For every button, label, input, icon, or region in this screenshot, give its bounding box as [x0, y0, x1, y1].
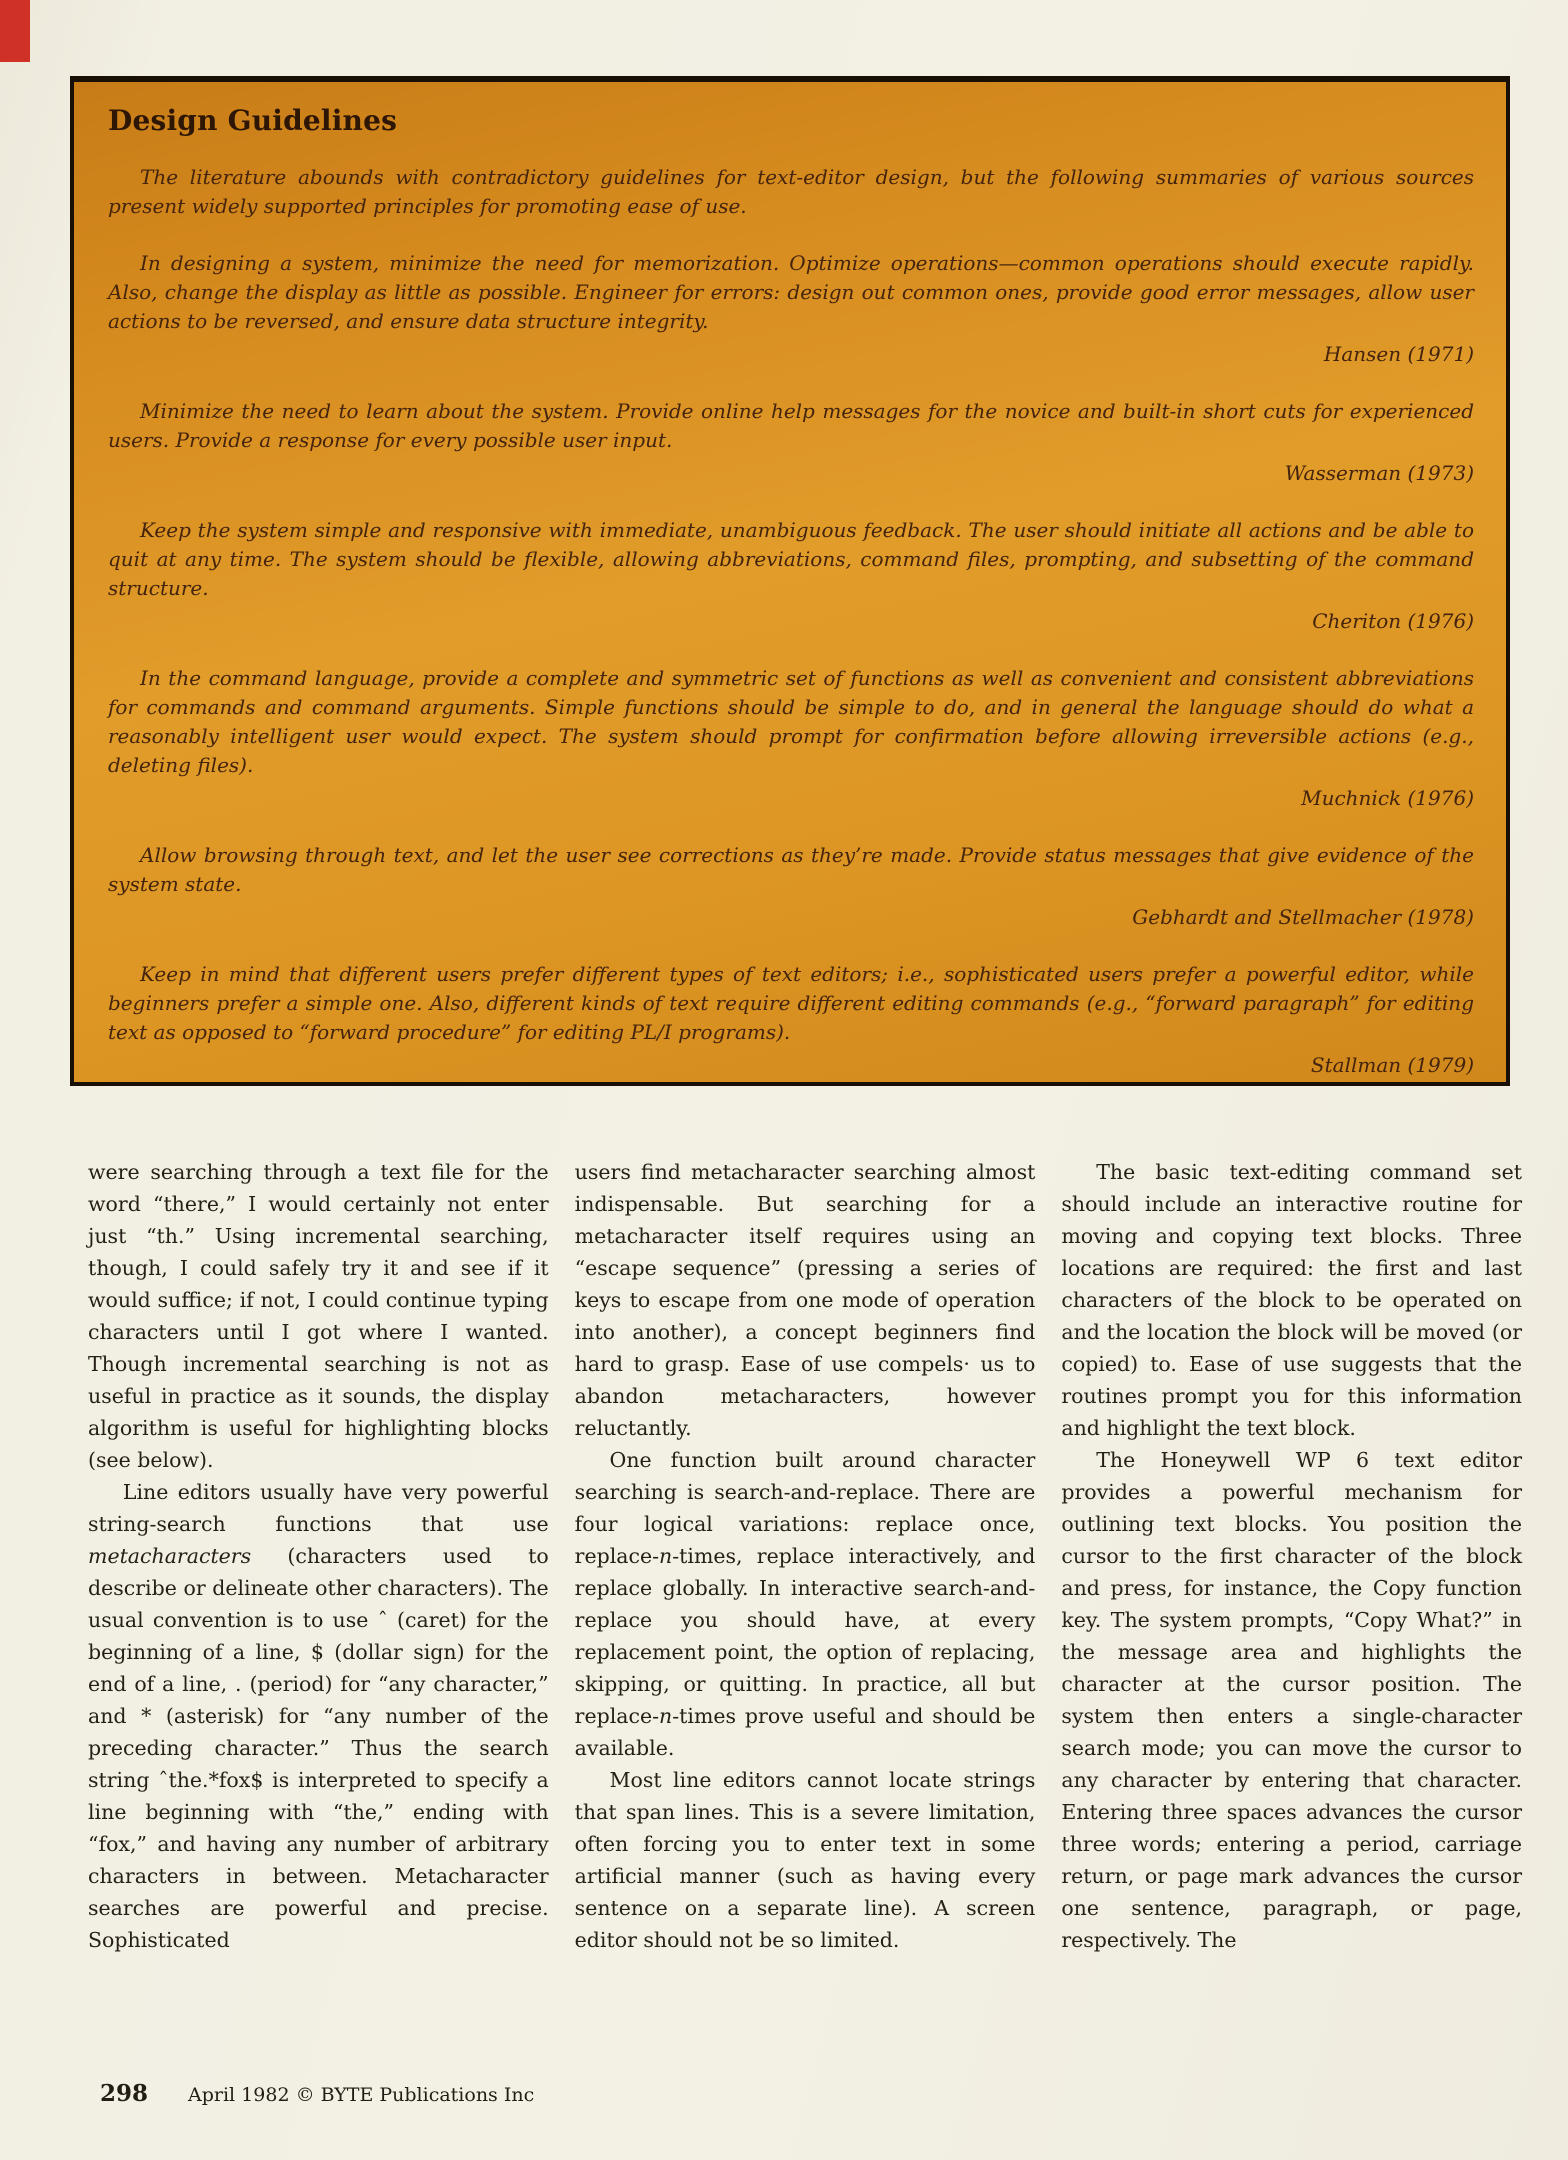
quote-text: Minimize the need to learn about the system. Provide online help messages for the novice and built-in short cuts for experienced users. Provide a response for every possible user input.	[108, 399, 1474, 452]
quote-text: Keep in mind that different users prefer different types of text editors; i.e., sophisticated users prefer a powerful editor, while beginners prefer a simple one. Also, different kinds of text require different editing commands (e.g., “forward paragraph” for editing text as opposed to “forward procedure” for editing PL/I programs).	[108, 962, 1474, 1044]
body-paragraph: were searching through a text file for the word “there,” I would certainly not enter just “th.” Using incremental searching, though, I could safely try it and see if it would suffice; if not, I could continue typing characters until I got where I wanted. Though incremental searching is not as useful in practice as it sounds, the display algorithm is useful for highlighting blocks (see below).	[88, 1160, 549, 1472]
design-guidelines-box	[70, 76, 1510, 1086]
body-column-1	[88, 1156, 549, 1956]
quote-text: In the command language, provide a complete and symmetric set of functions as well as convenient and consistent abbreviations for commands and command arguments. Simple functions should be simple to do, and in general the language should do what a reasonably intelligent user would expect. The system should prompt for confirmation before allowing irreversible actions (e.g., deleting files).	[108, 666, 1474, 777]
page-footer	[100, 2080, 534, 2107]
quote-muchnick	[108, 664, 1474, 813]
quote-text: Keep the system simple and responsive with immediate, unambiguous feedback. The user should initiate all actions and be able to quit at any time. The system should be flexible, allowing abbreviations, command files, prompting, and subsetting of the command structure.	[108, 518, 1474, 600]
quote-stallman	[108, 960, 1474, 1080]
box-title: Design Guidelines	[108, 104, 398, 137]
body-paragraph: One function built around character searching is search-and-replace. There are four logical variations: replace once, replace-n-times, replace interactively, and replace globally. In interactive search-and-replace you should have, at every replacement point, the option of replacing, skipping, or quitting. In practice, all but replace-n-times prove useful and should be available.	[574, 1448, 1036, 1760]
quote-source: Gebhardt and Stellmacher (1978)	[1132, 905, 1474, 929]
body-paragraph: users find metacharacter searching almost indispensable. But searching for a metacharacter itself requires using an “escape sequence” (pressing a series of keys to escape from one mode of operation into another), a concept beginners find hard to grasp. Ease of use compels· us to abandon metacharacters, however reluctantly.	[574, 1160, 1036, 1440]
page-edge-red-mark	[0, 0, 30, 62]
body-paragraph: Most line editors cannot locate strings that span lines. This is a severe limitation, often forcing you to enter text in some artificial manner (such as having every sentence on a separate line). A screen editor should not be so limited.	[574, 1768, 1036, 1952]
quote-text: Allow browsing through text, and let the user see corrections as they’re made. Provide status messages that give evidence of the system state.	[108, 843, 1474, 896]
footer-credit: April 1982 © BYTE Publications Inc	[188, 2084, 535, 2106]
quote-hansen	[108, 249, 1474, 369]
body-paragraph: The Honeywell WP 6 text editor provides a powerful mechanism for outlining text blocks. You position the cursor to the first character of the block and press, for instance, the Copy function key. The system prompts, “Copy What?” in the message area and highlights the character at the cursor position. The system then enters a single-character search mode; you can move the cursor to any character by entering that character. Entering three spaces advances the cursor three words; entering a period, carriage return, or page mark advances the cursor one sentence, paragraph, or page, respectively. The	[1061, 1448, 1523, 1952]
box-intro-paragraph: The literature abounds with contradictory guidelines for text-editor design, but the following summaries of various sources present widely supported principles for promoting ease of use.	[108, 165, 1474, 218]
article-body	[88, 1156, 1522, 1956]
body-column-2	[575, 1156, 1036, 1956]
quote-gebhardt-stellmacher	[108, 841, 1474, 932]
quote-wasserman	[108, 397, 1474, 488]
quote-text: In designing a system, minimize the need for memorization. Optimize operations—common operations should execute rapidly. Also, change the display as little as possible. Engineer for errors: design out common ones, provide good error messages, allow user actions to be reversed, and ensure data structure integrity.	[108, 251, 1474, 333]
quote-cheriton	[108, 516, 1474, 636]
quote-source: Muchnick (1976)	[1301, 786, 1474, 810]
page-number: 298	[100, 2080, 149, 2107]
quote-source: Wasserman (1973)	[1284, 461, 1474, 485]
quote-source: Stallman (1979)	[1310, 1053, 1474, 1077]
quote-source: Hansen (1971)	[1323, 342, 1474, 366]
body-paragraph: Line editors usually have very powerful string-search functions that use metacharacters (characters used to describe or delineate other characters). The usual convention is to use ˆ (caret) for the beginning of a line, $ (dollar sign) for the end of a line, . (period) for “any character,” and * (asterisk) for “any number of the preceding character.” Thus the search string ˆthe.*fox$ is interpreted to specify a line beginning with “the,” ending with “fox,” and having any number of arbitrary characters in between. Metacharacter searches are powerful and precise. Sophisticated	[88, 1480, 549, 1952]
body-column-3	[1061, 1156, 1522, 1956]
quote-source: Cheriton (1976)	[1312, 609, 1474, 633]
body-paragraph: The basic text-editing command set should include an interactive routine for moving and copying text blocks. Three locations are required: the first and last characters of the block to be operated on and the location the block will be moved (or copied) to. Ease of use suggests that the routines prompt you for this information and highlight the text block.	[1061, 1160, 1523, 1440]
